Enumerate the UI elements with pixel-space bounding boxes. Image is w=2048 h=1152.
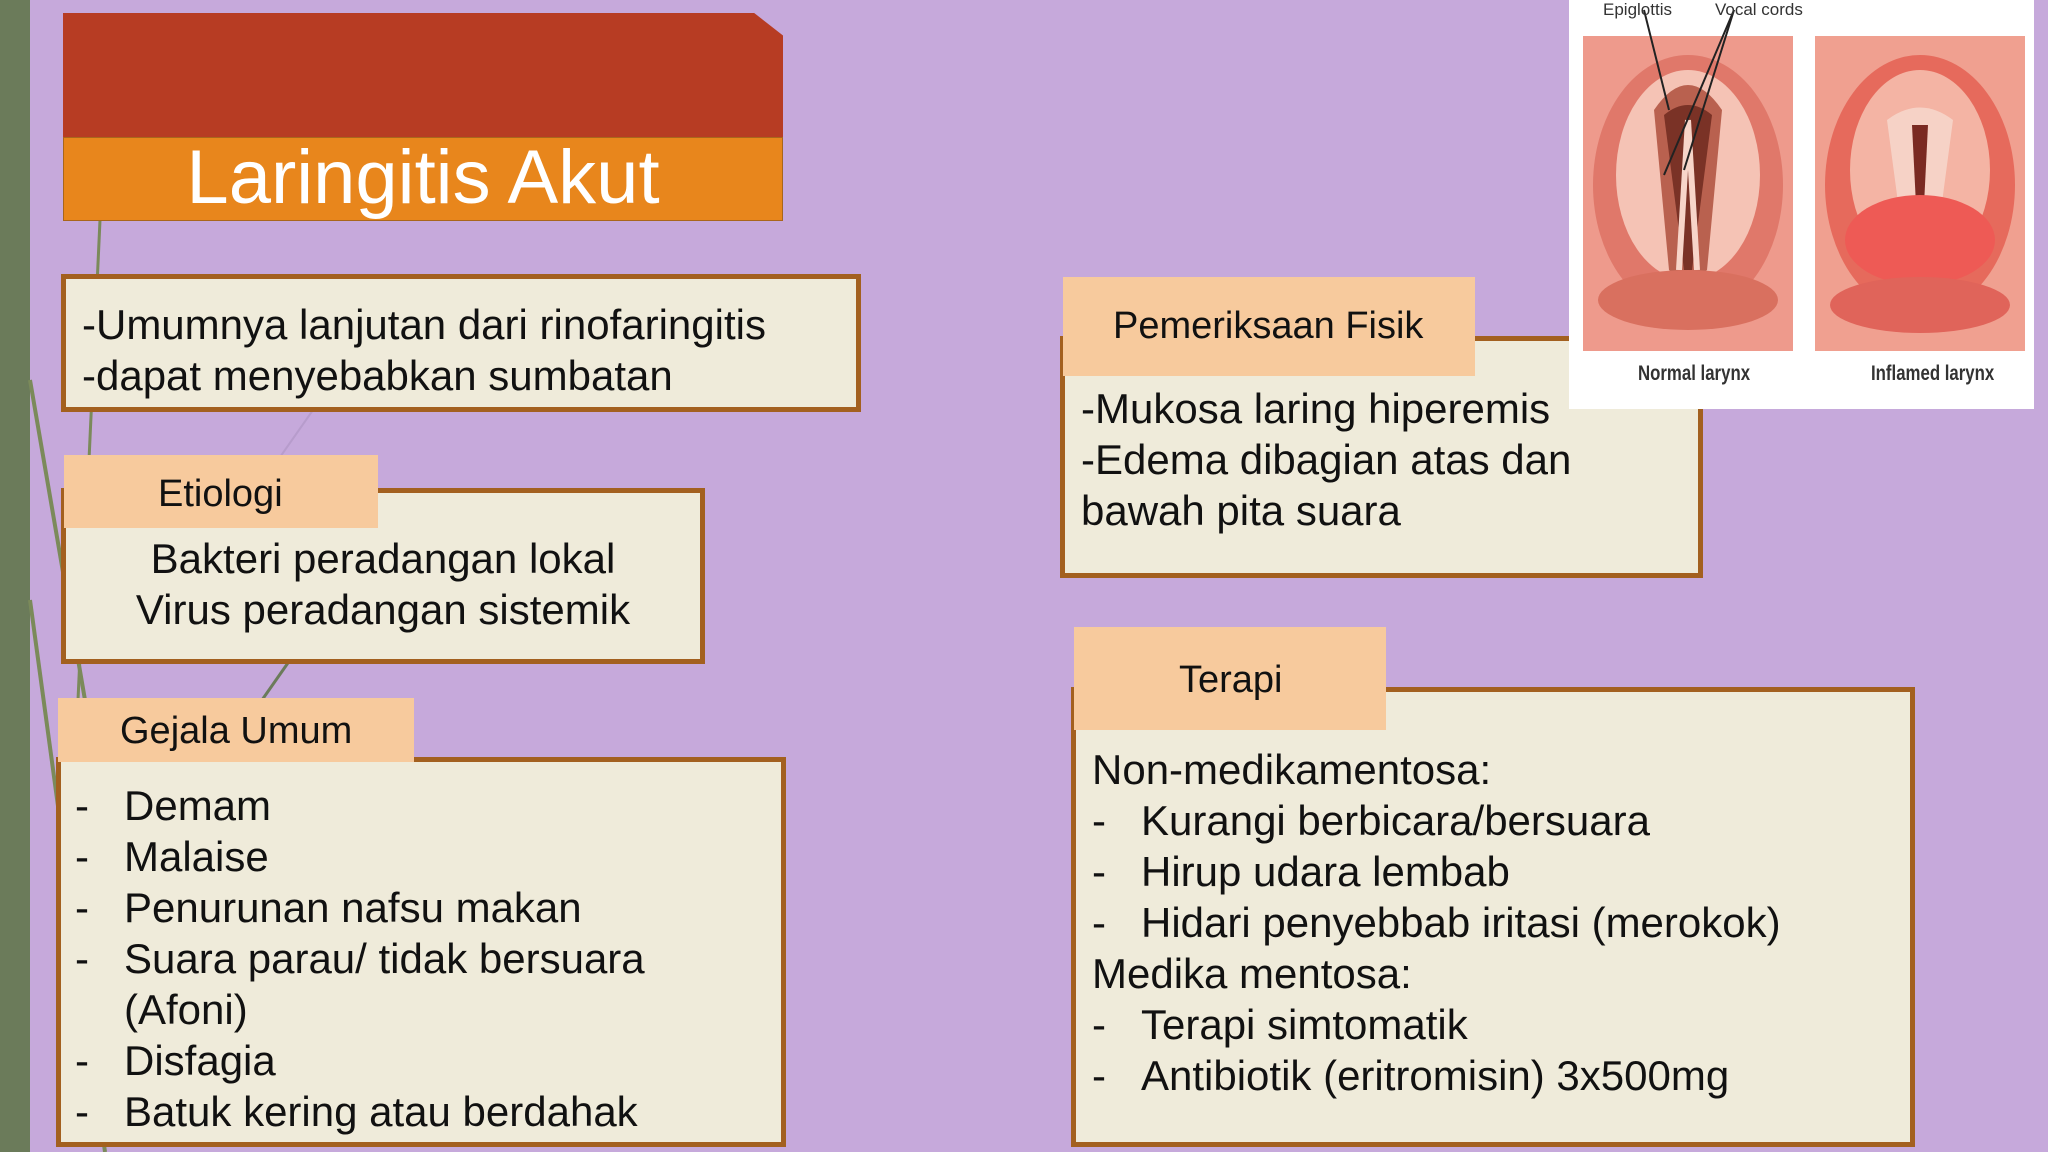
inflamed-larynx-caption: Inflamed larynx	[1871, 362, 1995, 385]
intro-line: -Umumnya lanjutan dari rinofaringitis	[82, 301, 766, 348]
gejala-item: - Penurunan nafsu makan	[75, 884, 582, 931]
epiglottis-label: Epiglottis	[1603, 0, 1672, 19]
vocal-cords-label: Vocal cords	[1715, 0, 1803, 19]
terapi-heading: Medika mentosa:	[1092, 950, 1412, 997]
intro-box	[61, 274, 861, 412]
terapi-item: - Antibiotik (eritromisin) 3x500mg	[1092, 1052, 1730, 1099]
gejala-item-continued: (Afoni)	[124, 986, 248, 1033]
intro-line: -dapat menyebabkan sumbatan	[82, 352, 673, 399]
terapi-item: - Kurangi berbicara/bersuara	[1092, 797, 1650, 844]
gejala-item: - Disfagia	[75, 1037, 276, 1084]
pemeriksaan-line: bawah pita suara	[1081, 487, 1401, 534]
terapi-item: - Terapi simtomatik	[1092, 1001, 1468, 1048]
etiologi-line: Bakteri peradangan lokal	[150, 535, 616, 582]
gejala-item: - Demam	[75, 782, 272, 829]
page-title: Laringitis Akut	[186, 135, 660, 220]
normal-larynx-caption: Normal larynx	[1638, 362, 1751, 385]
larynx-illustration	[1569, 0, 2034, 409]
terapi-label: Terapi	[1074, 627, 1386, 730]
pemeriksaan-label: Pemeriksaan Fisik	[1063, 277, 1475, 376]
larynx-drawing	[1569, 0, 2034, 409]
terapi-heading: Non-medikamentosa:	[1092, 746, 1492, 793]
pemeriksaan-line: -Mukosa laring hiperemis	[1081, 385, 1551, 432]
terapi-item: - Hidari penyebbab iritasi (merokok)	[1092, 899, 1781, 946]
gejala-item: - Batuk kering atau berdahak	[75, 1088, 638, 1135]
pemeriksaan-line: -Edema dibagian atas dan	[1081, 436, 1572, 483]
terapi-item: - Hirup udara lembab	[1092, 848, 1510, 895]
terapi-box	[1071, 687, 1915, 1147]
gejala-item: - Suara parau/ tidak bersuara	[75, 935, 645, 982]
etiologi-line: Virus peradangan sistemik	[135, 586, 631, 633]
gejala-label: Gejala Umum	[58, 698, 414, 762]
gejala-item: - Malaise	[75, 833, 269, 880]
gejala-box	[56, 757, 786, 1147]
title-banner-top	[63, 13, 783, 138]
etiologi-label: Etiologi	[64, 455, 378, 528]
